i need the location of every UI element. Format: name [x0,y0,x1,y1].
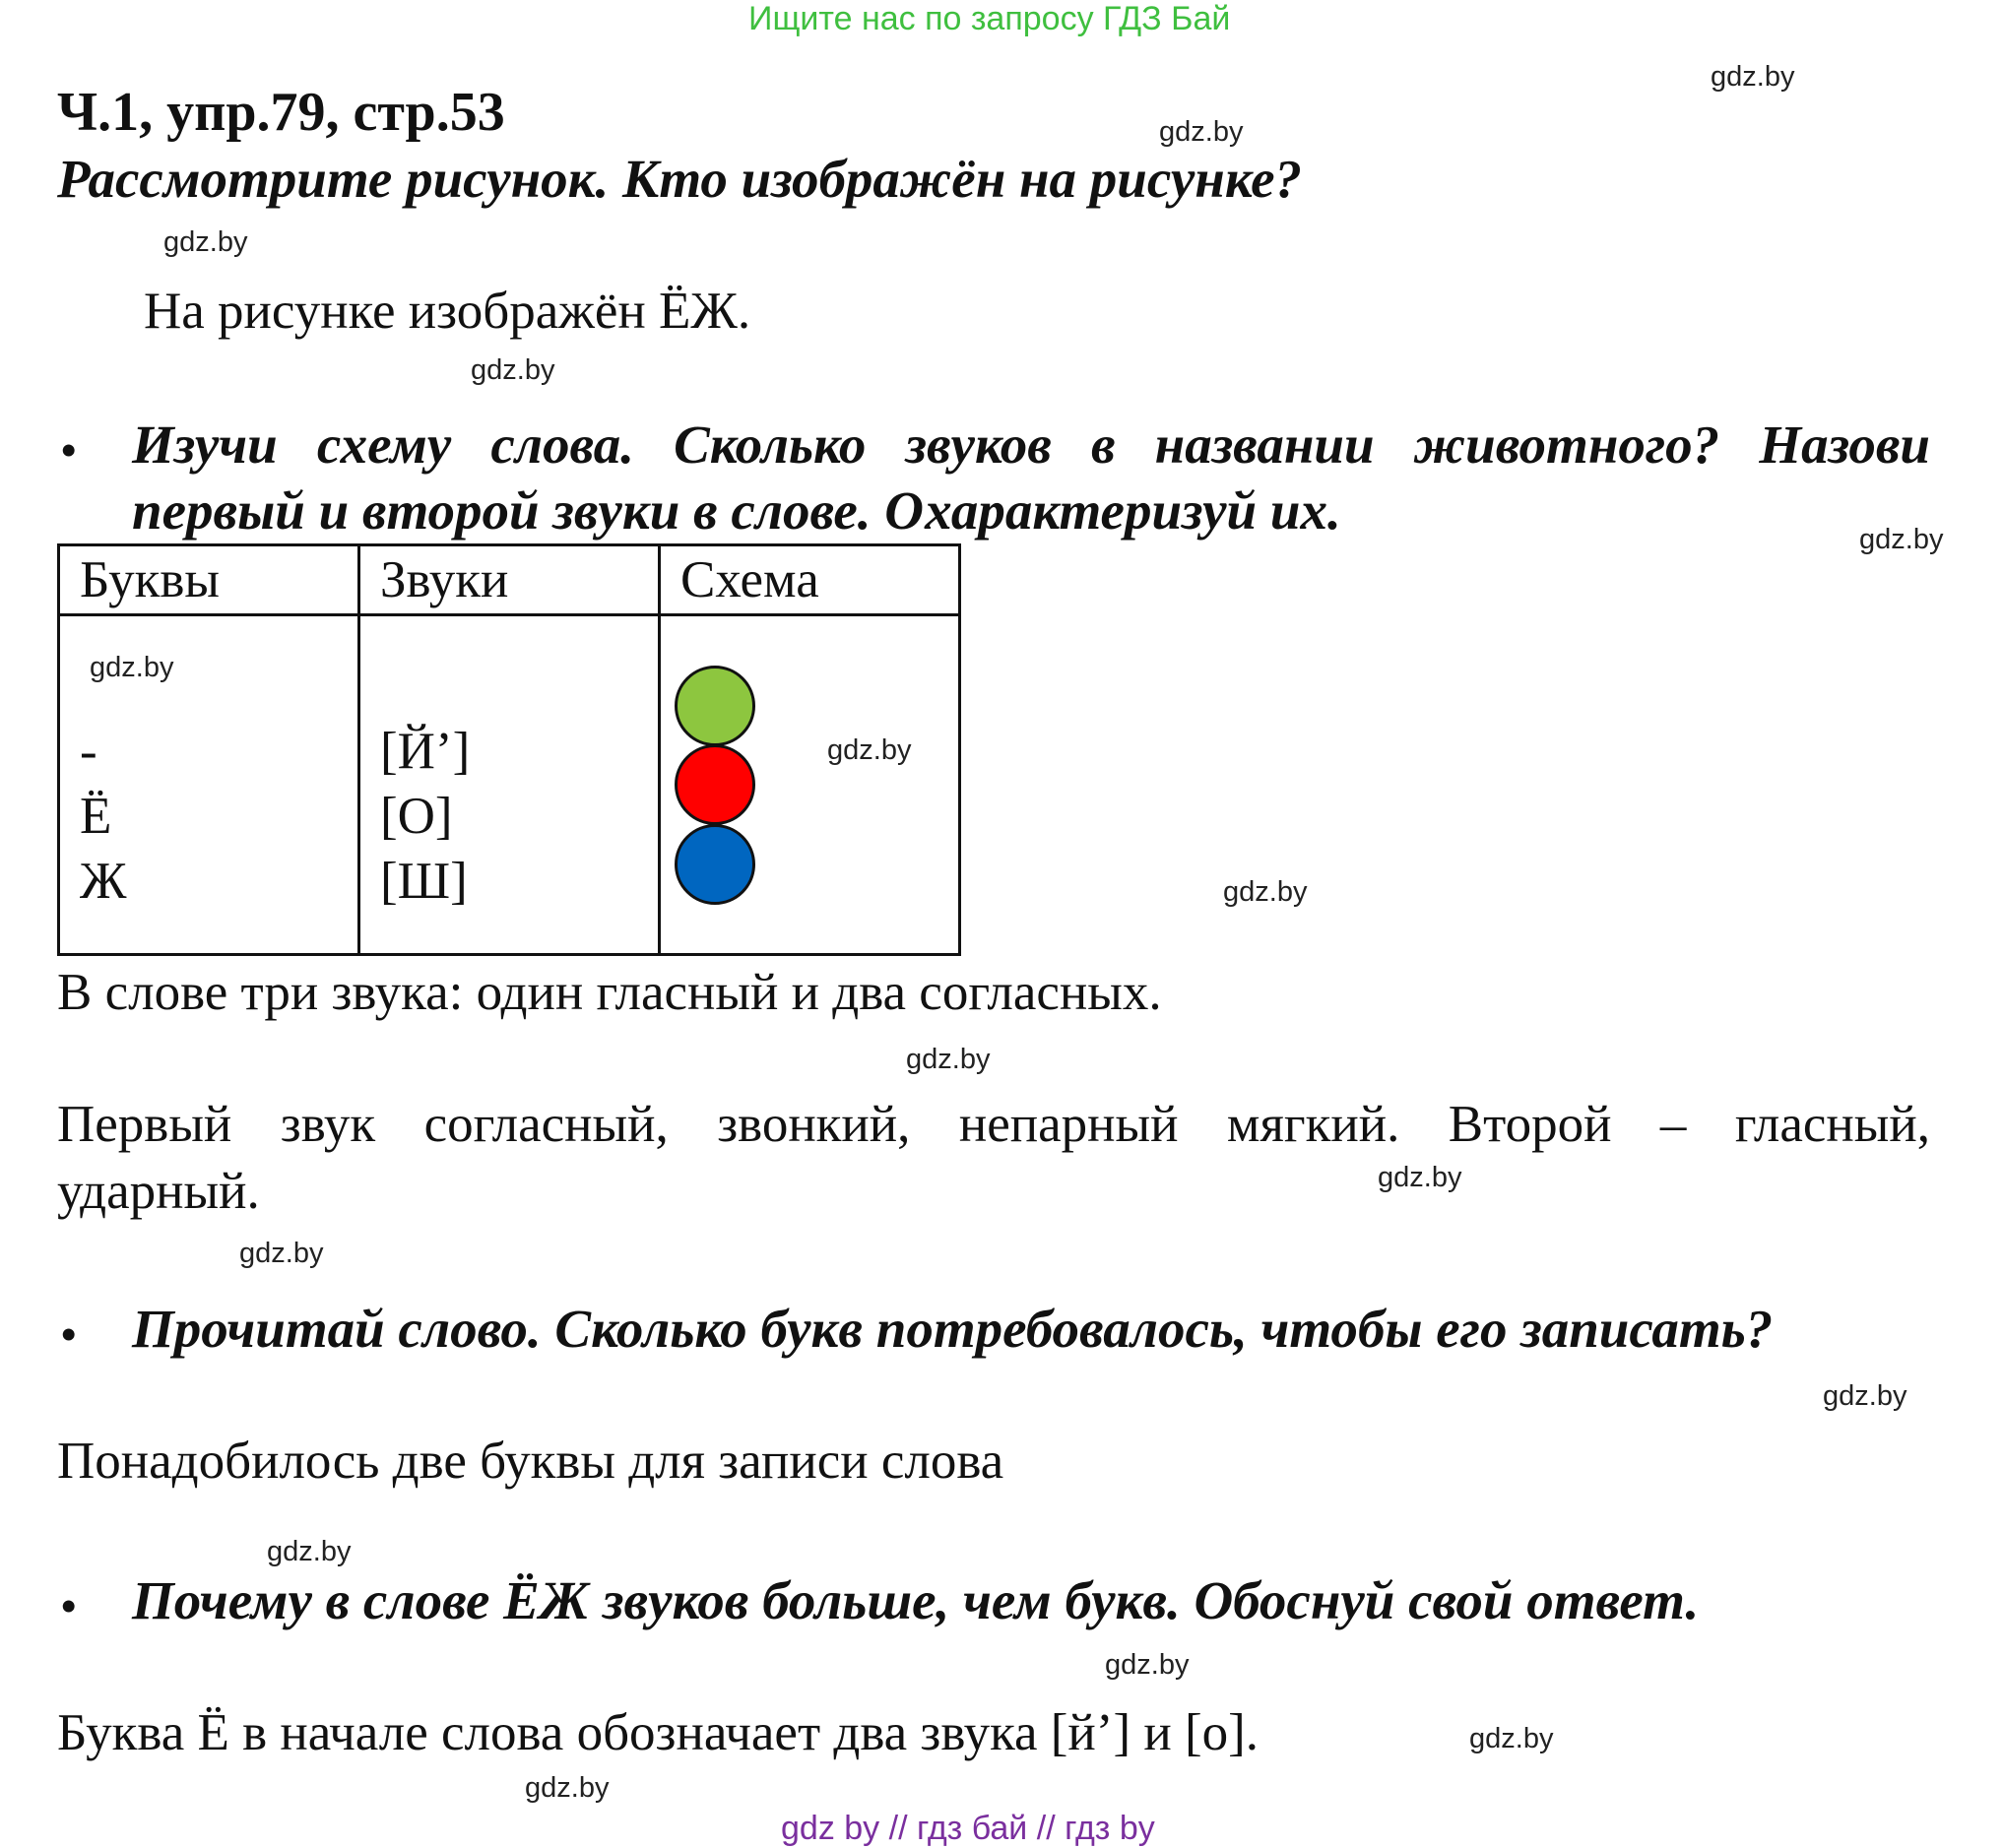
footer-links[interactable]: gdz by // гдз бай // гдз by [781,1810,1155,1847]
soft-consonant-circle-icon [675,666,755,746]
letter-item: Ё [80,788,112,845]
header-scheme: Схема [660,545,960,615]
top-banner[interactable]: Ищите нас по запросу ГДЗ Бай [748,0,1231,37]
task2-question-line1: Изучи схему слова. Сколько звуков в названии животного? Назови [132,414,1930,475]
bullet-icon: • [61,1582,77,1630]
watermark: gdz.by [163,226,248,258]
sounds-cell [359,615,660,955]
task4-answer: Буква Ё в начале слова обозначает два звука [й’] и [о]. [57,1704,1260,1761]
watermark: gdz.by [1159,116,1244,148]
scheme-cell [660,615,960,955]
task2-answer2-line1: Первый звук согласный, звонкий, непарный мягкий. Второй – гласный, [57,1096,1930,1153]
task1-answer: На рисунке изображён ЁЖ. [144,283,751,340]
watermark: gdz.by [1469,1723,1554,1754]
watermark: gdz.by [1711,61,1795,93]
task2-question-line2: первый и второй звуки в слове. Охарактеризуй их. [132,480,1341,541]
table-body-row [59,615,960,955]
task2-answer1: В слове три звука: один гласный и два согласных. [57,964,1162,1021]
header-letters: Буквы [59,545,359,615]
watermark: gdz.by [827,734,912,766]
hard-consonant-circle-icon [675,824,755,905]
vowel-circle-icon [675,744,755,825]
table-header-row [59,545,960,615]
task3-answer: Понадобилось две буквы для записи слова [57,1433,1004,1490]
watermark: gdz.by [267,1536,352,1567]
task4-question: Почему в слове ЁЖ звуков больше, чем букв. Обоснуй свой ответ. [132,1570,1700,1630]
watermark: gdz.by [1105,1649,1190,1681]
sound-scheme-table [57,543,961,956]
sound-item: [Й’] [380,723,471,780]
watermark: gdz.by [1823,1380,1907,1412]
watermark: gdz.by [239,1238,324,1269]
sound-item: [О] [380,788,453,845]
watermark: gdz.by [90,652,174,683]
watermark: gdz.by [525,1772,610,1804]
header-sounds: Звуки [359,545,660,615]
watermark: gdz.by [1859,524,1944,555]
letter-item: Ж [80,853,127,910]
task1-question: Рассмотрите рисунок. Кто изображён на рисунке? [57,149,1302,209]
watermark: gdz.by [906,1044,991,1075]
watermark: gdz.by [1223,876,1308,908]
bullet-icon: • [61,426,77,475]
letters-cell [59,615,359,955]
page-title: Ч.1, упр.79, стр.53 [57,82,505,143]
watermark: gdz.by [1378,1162,1462,1193]
task3-question: Прочитай слово. Сколько букв потребовалось, чтобы его записать? [132,1299,1774,1359]
letter-item: - [80,723,97,780]
watermark: gdz.by [471,354,555,386]
bullet-icon: • [61,1310,77,1359]
sound-item: [Ш] [380,853,468,910]
task2-answer2-line2: ударный. [57,1163,260,1220]
